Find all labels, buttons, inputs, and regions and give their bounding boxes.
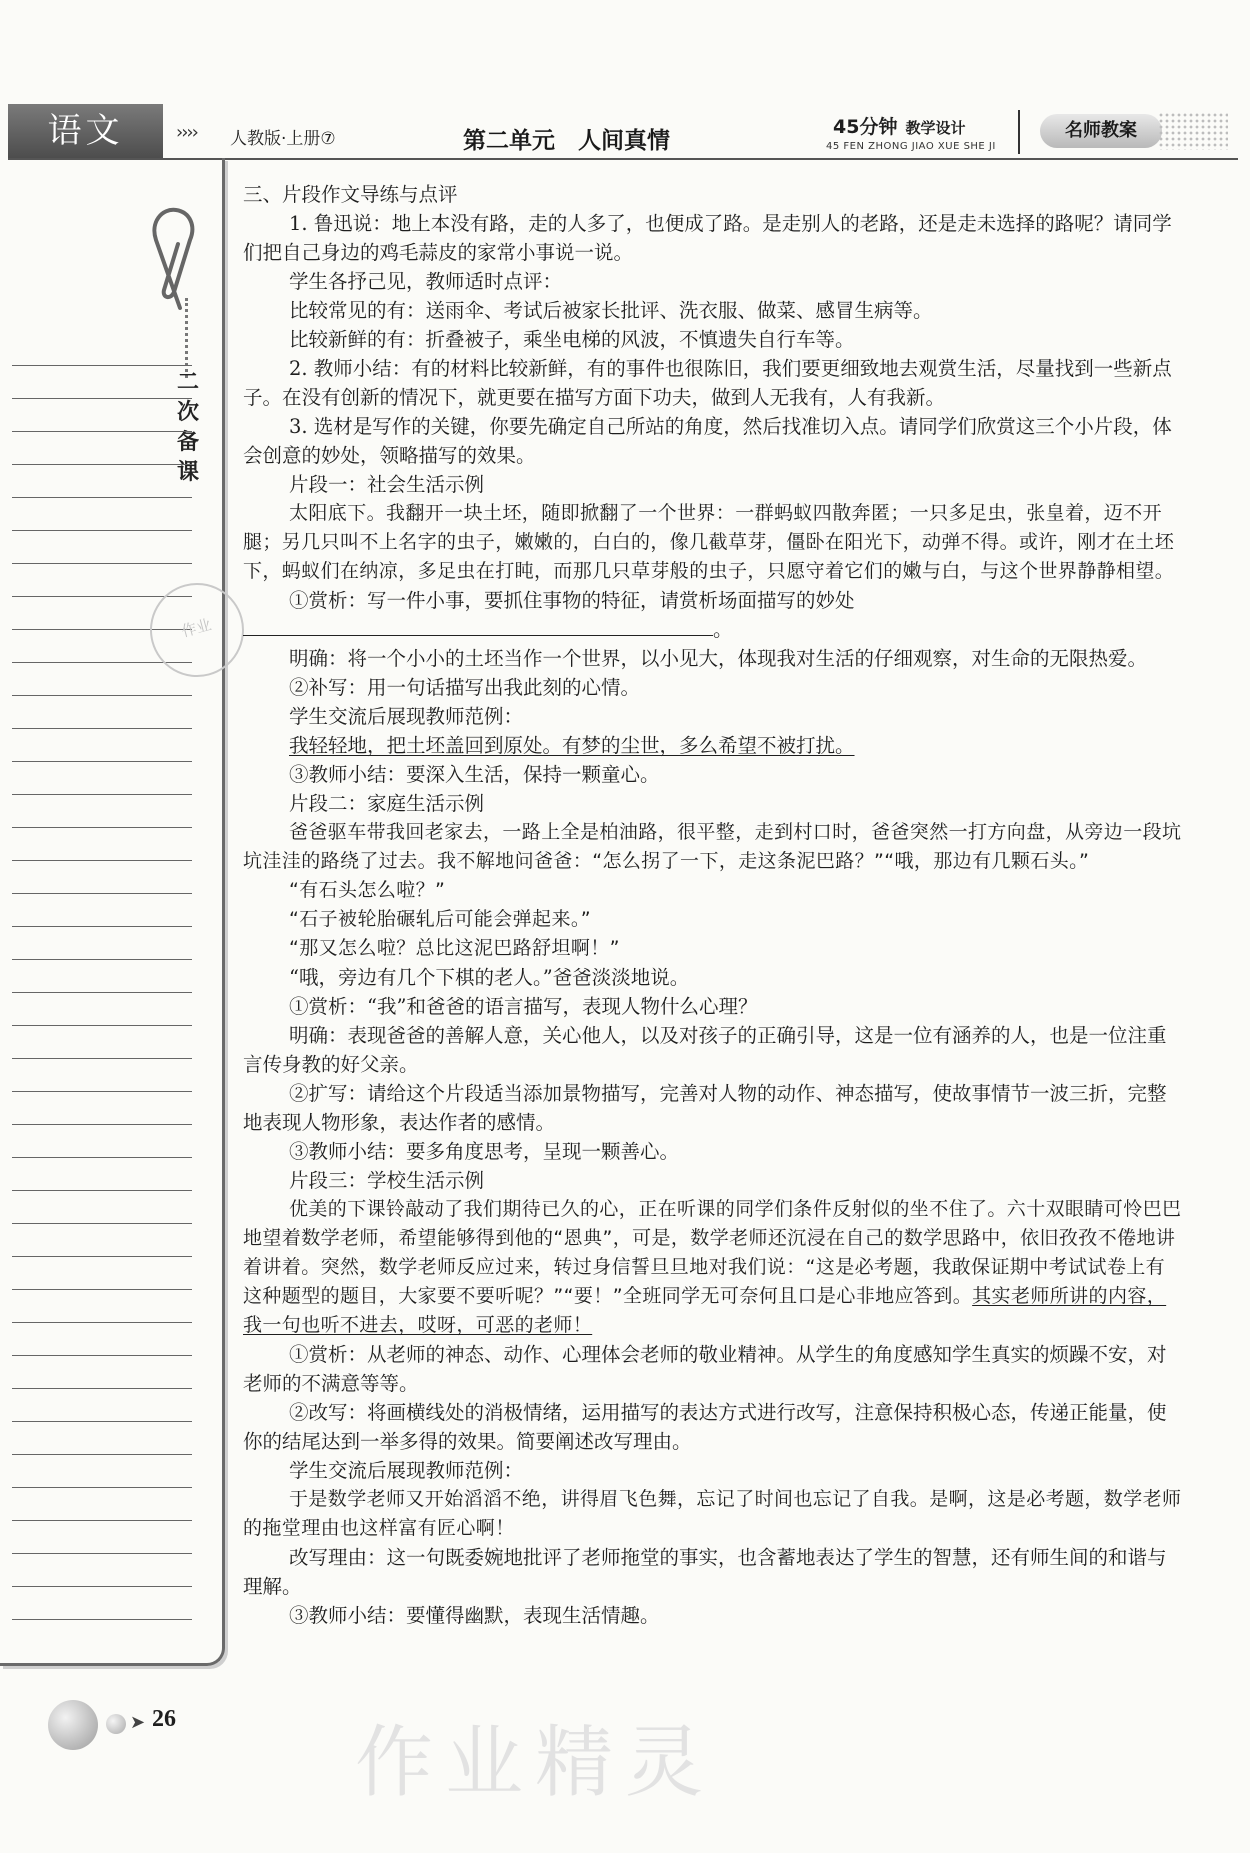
page-header [8,104,1238,158]
paragraph: 改写理由：这一句既委婉地批评了老师拖堂的事实，也含蓄地表达了学生的智慧，还有师生间的和谐与理解。 [243,1546,1167,1598]
small-sphere-decoration [106,1714,126,1734]
answer: 明确：将一个小小的土坯当作一个世界，以小见大，体现我对生活的仔细观察，对生命的无限热爱。 [289,647,1148,670]
dialogue-line: “那又怎么啦？总比这泥巴路舒坦啊！” [289,937,620,959]
arrow-right-icon: ➤ [130,1712,146,1733]
paragraph: 比较新鲜的有：折叠被子，乘坐电梯的风波，不慎遗失自行车等。 [289,328,855,351]
sample-text: 太阳底下。我翻开一块土坯，随即掀翻了一个世界：一群蚂蚁四散奔匿；一只多足虫，张皇着，迈不开腿；另几只叫不上名字的虫子，嫩嫩的，白白的，像几截草芽，僵卧在阳光下，动弹不得。或许，刚才在土坯下，蚂蚁们在纳凉，多足虫在打盹，而那几只草芽般的虫子，只愿守着它们的嫩与白，与这个世界静静相望。 [243,502,1175,582]
main-content [243,180,1183,1630]
label-char: 课 [176,460,199,485]
brand-main-text: 45分钟 [833,116,898,138]
answer-blank [243,617,713,636]
label-char: 备 [176,430,199,455]
brand-sub-text: 教学设计 [905,119,966,137]
chevron-right-icon: ›››› [176,122,197,143]
brand-title [833,112,965,139]
paragraph: 1. 鲁迅说：地上本没有路，走的人多了，也便成了路。是走别人的老路，还是走未选择的路呢？请同学们把自己身边的鸡毛蒜皮的家常小事说一说。 [243,212,1172,264]
watermark-stamp: 作业 [139,572,254,687]
sphere-decoration [48,1700,98,1750]
segment-title: 片段二：家庭生活示例 [289,792,485,815]
watermark-text: 作业精灵 [355,1718,716,1808]
edition-label: 人教版·上册⑦ [230,129,336,149]
notes-sidebar [0,158,225,1666]
segment-title: 片段一：社会生活示例 [289,473,485,496]
paragraph: 比较常见的有：送雨伞、考试后被家长批评、洗衣服、做菜、感冒生病等。 [289,299,933,322]
sample-text: 爸爸驱车带我回老家去，一路上全是柏油路，很平整，走到村口时，爸爸突然一打方向盘，从旁边一段坑坑洼洼的路绕了过去。我不解地问爸爸：“怎么拐了一下，走这条泥巴路？”“哦，那边有几颗石头。” [243,821,1182,872]
dot-pattern-decoration [1158,112,1228,150]
unit-title: 第二单元 人间真情 [463,128,670,154]
underlined-sentence: 其实老师所讲的内容，我一句也听不进去，哎呀，可恶的老师！ [243,1285,1167,1336]
answer: 明确：表现爸爸的善解人意，关心他人，以及对孩子的正确引导，这是一位有涵养的人，也是一位注重言传身教的好父亲。 [243,1024,1167,1076]
section-title: 三、片段作文导练与点评 [243,183,458,206]
sample-text [243,1195,1183,1340]
label-char: 次 [176,400,199,425]
dialogue-line: “有石头怎么啦？” [289,879,446,901]
question: ②扩写：请给这个片段适当添加景物描写，完善对人物的动作、神态描写，使故事情节一波三折，完整地表现人物形象，表达作者的感情。 [243,1082,1167,1134]
page-number: 26 [152,1706,176,1732]
summary: ③教师小结：要深入生活，保持一颗童心。 [289,763,660,786]
paragraph: 学生交流后展现教师范例： [289,1459,524,1482]
header-divider [1018,110,1020,154]
subject-tab: 语文 [8,104,163,158]
underlined-example: 我轻轻地，把土坯盖回到原处。有梦的尘世，多么希望不被打扰。 [289,734,855,757]
question: ②补写：用一句话描写出我此刻的心情。 [289,676,641,699]
question: ①赏析：“我”和爸爸的语言描写，表现人物什么心理？ [289,995,758,1018]
paragraph: 2. 教师小结：有的材料比较新鲜，有的事件也很陈旧，我们要更细致地去观赏生活，尽量找到一些新点子。在没有创新的情况下，就更要在描写方面下功夫，做到人无我有，人有我新。 [243,357,1172,409]
example-text [243,731,1183,760]
example-text: 于是数学老师又开始滔滔不绝，讲得眉飞色舞，忘记了时间也忘记了自我。是啊，这是必考题，数学老师的拖堂理由也这样富有匠心啊！ [243,1488,1182,1539]
paragraph: 3. 选材是写作的关键，你要先确定自己所站的角度，然后找准切入点。请同学们欣赏这三个小片段，体会创意的妙处，领略描写的效果。 [243,415,1172,467]
segment-title: 片段三：学校生活示例 [289,1169,485,1192]
paragraph: 学生交流后展现教师范例： [289,705,524,728]
summary: ③教师小结：要懂得幽默，表现生活情趣。 [289,1604,660,1627]
brand-pinyin: 45 FEN ZHONG JIAO XUE SHE JI [826,141,996,152]
question: ①赏析：写一件小事，要抓住事物的特征，请赏析场面描写的妙处。 [243,586,1183,644]
dialogue-line: “石子被轮胎碾轧后可能会弹起来。” [289,908,591,930]
question: ①赏析：从老师的神态、动作、心理体会老师的敬业精神。从学生的角度感知学生真实的烦躁不安，对老师的不满意等等。 [243,1343,1167,1395]
question-text: ①赏析：写一件小事，要抓住事物的特征，请赏析场面描写的妙处 [289,589,855,612]
dialogue-line: “哦，旁边有几个下棋的老人。”爸爸淡淡地说。 [289,966,690,989]
series-badge: 名师教案 [1040,114,1162,148]
paragraph: 学生各抒己见，教师适时点评： [289,270,563,293]
label-char: 二 [176,370,199,395]
note-lines [12,333,192,1620]
sample-text-main: 优美的下课铃敲动了我们期待已久的心，正在听课的同学们条件反射似的坐不住了。六十双眼睛可怜巴巴地望着数学老师，希望能够得到他的“恩典”，可是，数学老师还沉浸在自己的数学思路中，依旧孜孜不倦地讲着讲着。突然，数学老师反应过来，转过身信誓旦旦地对我们说：“这是必考题，我敢保证期中考试试卷上有这种题型的题目，大家要不要听呢？”“要！”全班同学无可奈何且口是心非地应答到。 [243,1198,1182,1307]
summary: ③教师小结：要多角度思考，呈现一颗善心。 [289,1140,680,1163]
question: ②改写：将画横线处的消极情绪，运用描写的表达方式进行改写，注意保持积极心态，传递正能量，使你的结尾达到一举多得的效果。简要阐述改写理由。 [243,1401,1167,1453]
paperclip-icon [140,200,204,320]
